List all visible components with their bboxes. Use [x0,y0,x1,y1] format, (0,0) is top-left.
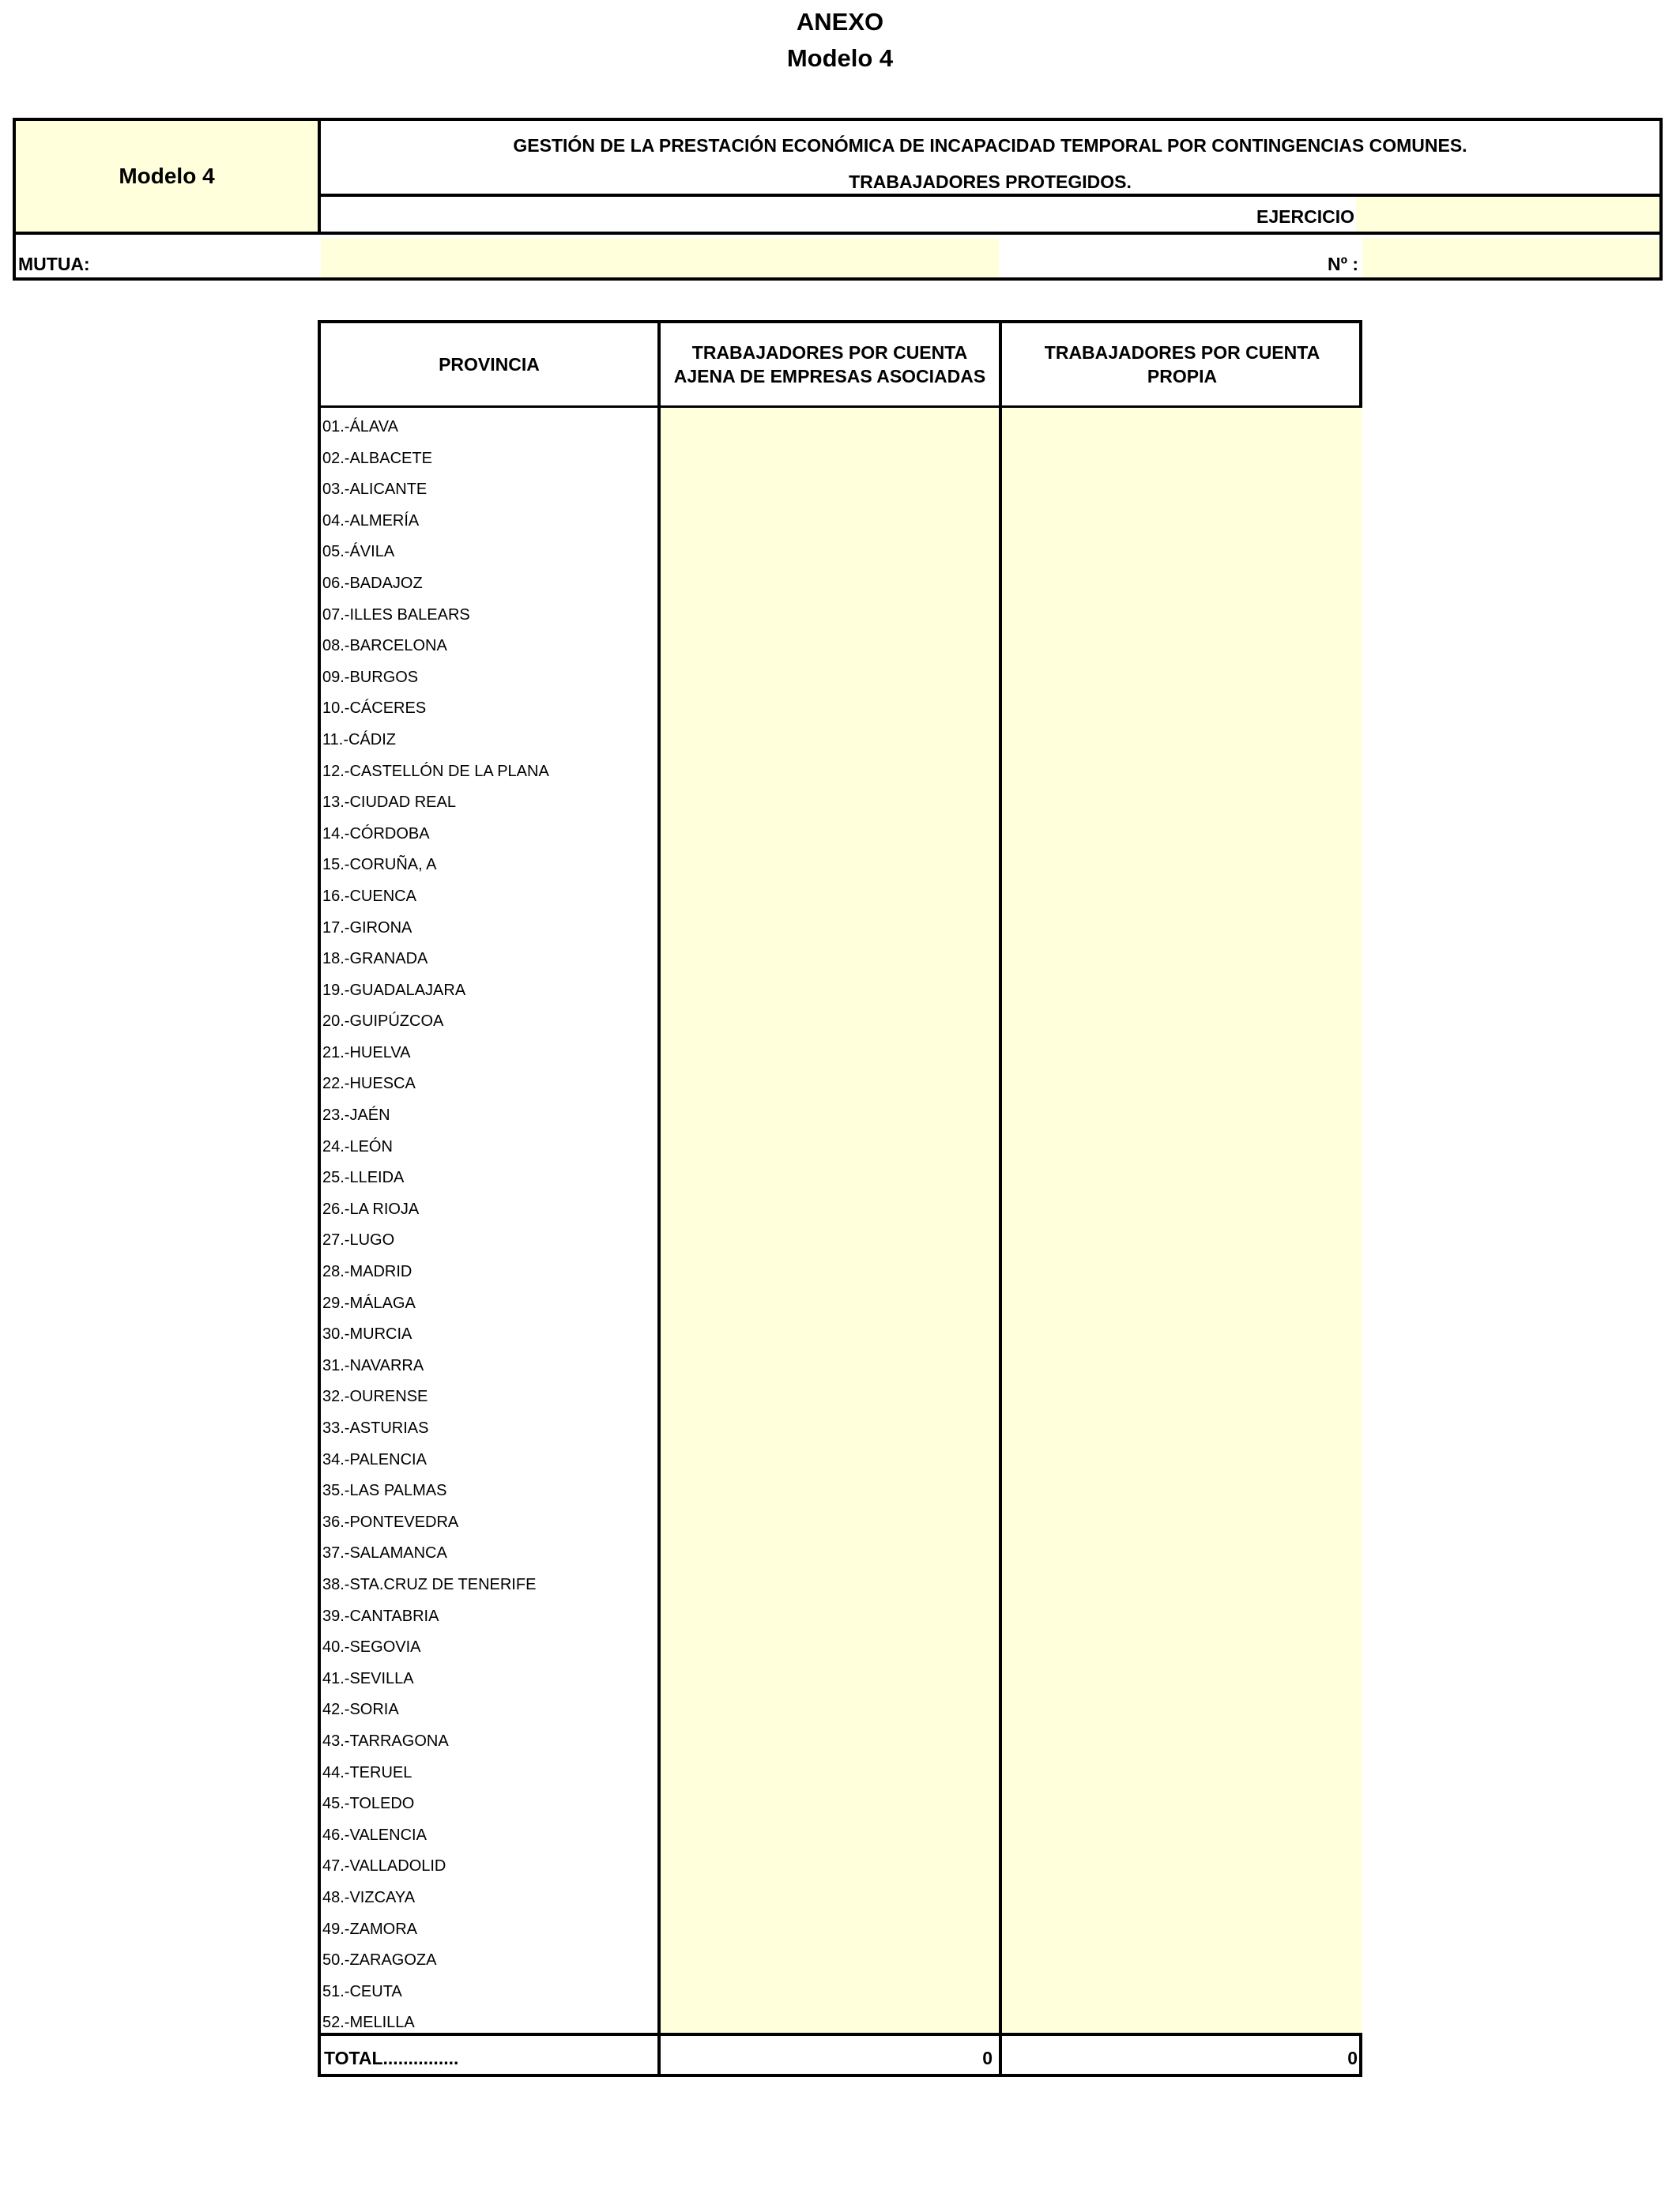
province-row: 02.-ALBACETE [322,449,432,467]
province-row: 45.-TOLEDO [322,1795,415,1813]
province-row: 31.-NAVARRA [322,1356,424,1374]
mutua-field[interactable] [321,238,999,277]
province-row: 13.-CIUDAD REAL [322,794,456,812]
ejercicio-field[interactable] [1356,197,1659,232]
form-header [13,118,1663,281]
province-row: 47.-VALLADOLID [322,1857,446,1875]
province-row: 26.-LA RIOJA [322,1200,420,1218]
column-header-ajena: TRABAJADORES POR CUENTA AJENA DE EMPRESAS ASOCIADAS [673,342,986,386]
province-row: 10.-CÁCERES [322,699,427,718]
ejercicio-row [321,197,1659,235]
form-title-line2: TRABAJADORES PROTEGIDOS. [849,172,1132,192]
province-row: 34.-PALENCIA [322,1450,427,1468]
province-row: 14.-CÓRDOBA [322,824,430,843]
province-row: 27.-LUGO [322,1231,395,1250]
provinces-table [318,320,1362,2077]
province-row: 37.-SALAMANCA [322,1544,447,1563]
province-row: 05.-ÁVILA [322,543,395,561]
province-row: 43.-TARRAGONA [322,1732,449,1750]
province-row: 29.-MÁLAGA [322,1294,416,1312]
province-row: 21.-HUELVA [322,1043,411,1061]
province-row: 52.-MELILLA [322,2014,415,2032]
province-row: 39.-CANTABRIA [322,1607,439,1625]
province-row: 42.-SORIA [322,1701,399,1719]
document-subtitle: Modelo 4 [786,44,894,72]
province-row: 36.-PONTEVEDRA [322,1513,459,1531]
total-label: TOTAL............... [324,2048,459,2068]
model-label: Modelo 4 [16,121,321,235]
province-row: 25.-LLEIDA [322,1169,405,1187]
column-header-provincia: PROVINCIA [439,354,540,375]
province-row: 12.-CASTELLÓN DE LA PLANA [322,762,549,780]
province-row: 20.-GUIPÚZCOA [322,1012,444,1031]
province-row: 50.-ZARAGOZA [322,1951,437,1970]
propia-input-column[interactable] [1002,408,1362,2033]
province-row: 33.-ASTURIAS [322,1419,429,1437]
province-row: 17.-GIRONA [322,918,412,937]
province-row: 51.-CEUTA [322,1982,402,2000]
province-row: 38.-STA.CRUZ DE TENERIFE [322,1575,537,1593]
province-row: 07.-ILLES BALEARS [322,605,470,624]
ejercicio-label: EJERCICIO [1256,206,1354,227]
province-row: 44.-TERUEL [322,1763,412,1781]
numero-label: Nº : [1328,254,1359,274]
province-row: 24.-LEÓN [322,1137,393,1155]
province-row: 22.-HUESCA [322,1075,416,1093]
province-row: 30.-MURCIA [322,1325,412,1344]
province-row: 04.-ALMERÍA [322,511,420,530]
province-row: 03.-ALICANTE [322,481,428,499]
form-title [321,121,1659,197]
total-ajena-value: 0 [982,2048,993,2068]
province-row: 23.-JAÉN [322,1106,390,1125]
numero-field[interactable] [1362,238,1659,277]
province-row: 09.-BURGOS [322,668,419,686]
province-row: 41.-SEVILLA [322,1669,414,1687]
province-row: 46.-VALENCIA [322,1826,427,1844]
province-row: 32.-OURENSE [322,1388,428,1406]
document-title: ANEXO [796,8,884,36]
column-header-propia: TRABAJADORES POR CUENTA PROPIA [1044,342,1320,386]
province-row: 28.-MADRID [322,1263,412,1281]
province-row: 40.-SEGOVIA [322,1638,421,1657]
ajena-input-column[interactable] [661,408,999,2033]
province-row: 08.-BARCELONA [322,637,447,655]
province-row: 19.-GUADALAJARA [322,981,466,999]
column-divider [999,323,1002,2074]
province-row: 11.-CÁDIZ [322,730,396,748]
province-row: 16.-CUENCA [322,887,416,905]
province-row: 15.-CORUÑA, A [322,856,437,874]
province-row: 35.-LAS PALMAS [322,1482,447,1500]
province-row: 48.-VIZCAYA [322,1888,416,1906]
column-divider [657,323,661,2074]
form-title-line1: GESTIÓN DE LA PRESTACIÓN ECONÓMICA DE INCAPACIDAD TEMPORAL POR CONTINGENCIAS COMUNES. [513,135,1467,156]
mutua-label: MUTUA: [18,254,90,274]
total-propia-value: 0 [1347,2048,1358,2068]
province-row: 18.-GRANADA [322,950,428,968]
province-list [322,408,654,2035]
province-row: 49.-ZAMORA [322,1920,418,1938]
province-row: 06.-BADAJOZ [322,574,423,592]
province-row: 01.-ÁLAVA [322,418,398,435]
